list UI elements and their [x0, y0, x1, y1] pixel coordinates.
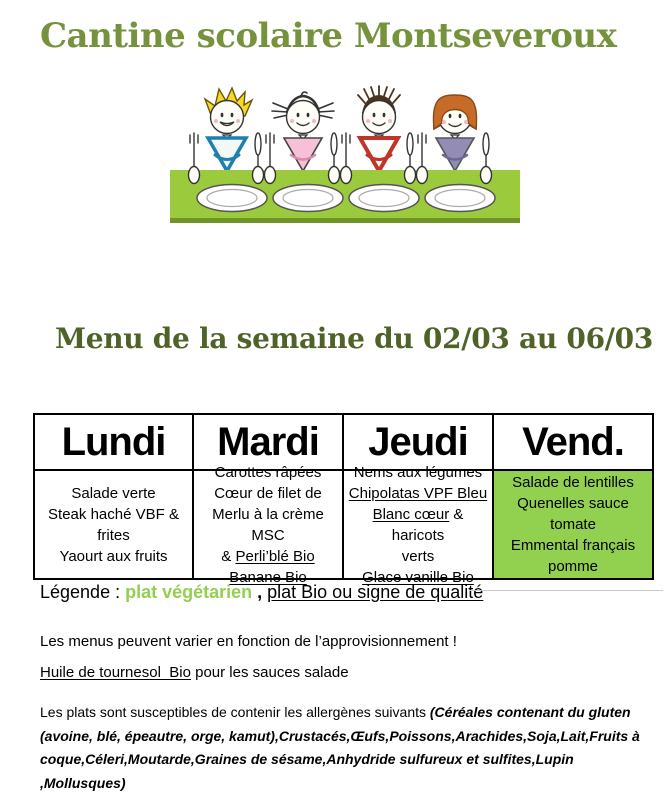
- day-header-vendredi: Vend.: [494, 415, 652, 471]
- menu-item: Glace vanille Bio: [362, 568, 474, 586]
- kid-pigtails: [266, 92, 337, 173]
- menu-item: Salade de lentilles: [512, 474, 634, 491]
- menu-item: Nems aux légumes: [353, 463, 483, 481]
- menu-item: Emmental français: [510, 537, 636, 554]
- menu-item: Cœur de filet de: [214, 484, 322, 502]
- note-menu-variation: Les menus peuvent varier en fonction de l’approvisionnement !: [40, 633, 457, 650]
- plate: [197, 185, 267, 212]
- menu-item: Chipolatas VPF Bleu: [348, 484, 488, 502]
- legend-bio: plat Bio ou signe de qualité: [267, 582, 484, 602]
- menu-item: pomme: [547, 558, 599, 575]
- kid-blonde: [190, 88, 261, 173]
- menu-item: & Perli’blé Bio: [221, 547, 315, 565]
- legend-label: Légende :: [40, 582, 126, 602]
- legend-vegetarian: plat végétarien: [125, 582, 253, 602]
- menu-item: Salade verte: [71, 484, 156, 502]
- menu-cell-mardi: [194, 463, 344, 586]
- menu-item: Quenelles sauce: [517, 495, 629, 512]
- menu-cell-vendredi: [494, 471, 652, 578]
- menu-item: verts: [401, 547, 435, 565]
- menu-item: Carottes râpées: [214, 463, 322, 481]
- allergens-paragraph: [40, 701, 658, 795]
- menu-item: Banane Bio: [229, 568, 307, 586]
- allergens-intro: Les plats sont susceptibles de contenir les allergènes suivants: [40, 704, 430, 720]
- menu-table: [33, 413, 654, 586]
- page-title: Cantine scolaire Montseveroux: [40, 16, 617, 56]
- menu-cell-jeudi: [344, 463, 494, 586]
- menu-item: tomate: [550, 516, 596, 533]
- day-header-mardi: Mardi: [194, 415, 344, 471]
- menu-item: frites: [97, 526, 130, 544]
- menu-cell-lundi: [35, 471, 194, 578]
- day-header-jeudi: Jeudi: [344, 415, 494, 471]
- week-heading: Menu de la semaine du 02/03 au 06/03: [55, 322, 654, 355]
- note-oil-underlined: Huile de tournesol Bio: [40, 664, 191, 681]
- plate: [349, 185, 419, 212]
- plate: [273, 185, 343, 212]
- menu-item: Blanc cœur & haricots: [372, 505, 468, 544]
- menu-item: Merlu à la crème MSC: [212, 505, 329, 544]
- kid-brown-spiky: [342, 86, 413, 173]
- menu-item: Steak haché VBF &: [48, 505, 179, 523]
- menu-item: Yaourt aux fruits: [59, 547, 168, 565]
- legend-line: [40, 582, 483, 603]
- day-header-lundi: Lundi: [35, 415, 194, 471]
- legend-separator: ,: [252, 582, 268, 602]
- allergens-list: (Céréales contenant du gluten (avoine, blé, épeautre, orge, kamut),Crustacés,Œufs,Poissons,Arachides,Soja,Lait,Fruits à coque,Céleri,Moutarde,Graines de sésame,Anhydride sulfureux et sulfites,Lupin ,Mollusques): [40, 704, 644, 791]
- note-oil: [40, 664, 349, 681]
- children-dining-illustration: [170, 85, 520, 227]
- legend-underline-extension: [469, 590, 663, 591]
- note-oil-rest: pour les sauces salade: [190, 664, 349, 681]
- plate: [425, 185, 495, 212]
- kid-auburn-bob: [418, 95, 489, 173]
